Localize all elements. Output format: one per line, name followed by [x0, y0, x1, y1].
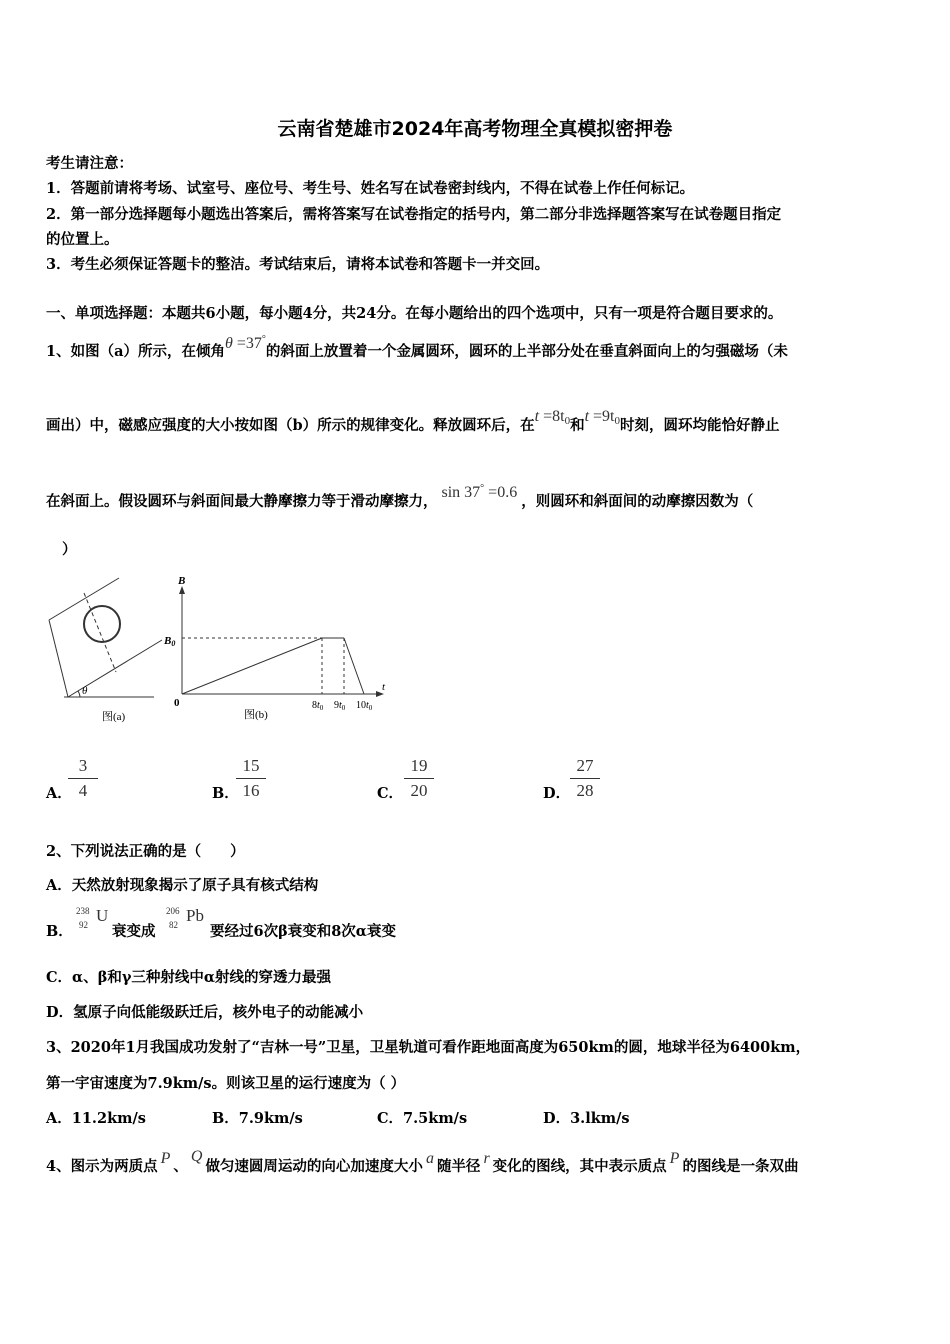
denominator: 16 — [242, 781, 260, 800]
q1-math-9t0 — [585, 408, 620, 425]
q1-text-3b: ，则圆环和斜面间的动摩擦因数为（ — [521, 493, 754, 510]
q2-b-end: 要经过6次β衰变和8次α衰变 — [210, 923, 396, 940]
tick-t: t — [339, 700, 342, 711]
q1-option-b-fraction — [236, 756, 266, 801]
figure-b — [158, 572, 394, 728]
notice-item-2: 2．第一部分选择题每小题选出答案后，需将答案写在试卷指定的括号内，第二部分非选择题答案写在试卷题目指定 — [46, 206, 782, 223]
tick-sub: 0 — [368, 704, 373, 712]
tick-t: t — [366, 700, 369, 711]
tick-sub: 0 — [319, 704, 324, 712]
mass-number: 206 — [166, 906, 180, 916]
mass-number: 238 — [76, 906, 90, 916]
fraction-bar — [236, 778, 266, 779]
denominator: 20 — [410, 781, 428, 800]
q1-option-c-fraction — [404, 756, 434, 801]
t-symbol: t — [584, 408, 590, 425]
t-value-8: =8t — [539, 408, 565, 425]
element-symbol: Pb — [186, 906, 204, 925]
t0-subscript: 0 — [564, 415, 571, 427]
theta-symbol: θ — [224, 335, 233, 352]
incline-top-edge — [49, 578, 119, 620]
atomic-number: 92 — [79, 920, 88, 930]
q4-text-d: 变化的图线，其中表示质点 — [492, 1158, 667, 1175]
lead-nuclide — [166, 906, 208, 934]
b0-symbol: B — [164, 635, 172, 647]
section-heading: 一、单项选择题：本题共6小题，每小题4分，共24分。在每小题给出的四个选项中，只有一项是符合题目要求的。 — [46, 305, 783, 322]
b0-subscript: 0 — [171, 639, 176, 648]
x-axis-label: t — [382, 681, 386, 693]
fraction-bar — [404, 778, 434, 779]
q4-text-c: 随半径 — [436, 1158, 481, 1175]
sin-value: =0.6 — [484, 484, 518, 501]
q4-var-p: P — [160, 1150, 171, 1167]
t-symbol: t — [534, 408, 540, 425]
q3-option-d: D．3.lkm/s — [543, 1110, 630, 1127]
q1-text-2a: 画出）中，磁感应强度的大小按如图（b）所示的规律变化。释放圆环后，在 — [46, 417, 535, 434]
b-fall-line — [344, 638, 364, 694]
denominator: 4 — [78, 781, 88, 800]
q1-option-a-label: A． — [46, 785, 72, 802]
notice-item-3: 3．考生必须保证答题卡的整洁。考试结束后，请将本试卷和答题卡一并交回。 — [46, 256, 550, 273]
q4-text-a: 4、图示为两质点 — [46, 1158, 158, 1175]
q1-option-a-fraction — [68, 756, 98, 801]
tick-coef: 8 — [312, 700, 317, 711]
q4-var-a: a — [425, 1150, 434, 1167]
figure-a — [44, 572, 174, 728]
tick-8t0 — [312, 700, 324, 712]
q2-option-c: C．α、β和γ三种射线中α射线的穿透力最强 — [46, 969, 332, 986]
origin-label: 0 — [174, 697, 180, 709]
q2-stem: 2、下列说法正确的是（ ） — [46, 843, 245, 860]
t-value-9: =9t — [589, 408, 615, 425]
y-axis-arrow — [179, 586, 185, 594]
tick-sub: 0 — [341, 704, 346, 712]
q1-line-4: ） — [62, 541, 77, 558]
y-axis-label: B — [178, 575, 186, 587]
q1-line-1 — [46, 334, 788, 361]
t0-subscript: 0 — [614, 415, 620, 427]
field-boundary-dashed — [84, 593, 116, 672]
q1-text-1b: 的斜面上放置着一个金属圆环，圆环的上半部分处在垂直斜面向上的匀强磁场（未 — [265, 343, 788, 360]
q1-math-theta: θ =37° — [224, 334, 266, 352]
q1-option-d-fraction — [570, 756, 600, 801]
atomic-number: 82 — [169, 920, 178, 930]
fraction-bar — [68, 778, 98, 779]
q3-line-2: 第一宇宙速度为7.9km/s。则该卫星的运行速度为（ ） — [46, 1075, 406, 1092]
uranium-nuclide — [76, 906, 110, 934]
b-rise-line — [182, 638, 322, 694]
numerator: 15 — [242, 756, 260, 775]
q1-math-8t0 — [535, 408, 570, 425]
figure-a-caption: 图(a) — [102, 711, 126, 723]
element-symbol: U — [96, 906, 109, 925]
tick-10t0 — [356, 700, 373, 712]
q1-line-2 — [46, 408, 780, 436]
tick-coef: 10 — [356, 700, 366, 711]
q3-option-b: B．7.9km/s — [212, 1110, 303, 1127]
q1-option-c-label: C． — [377, 785, 404, 802]
q1-text-1a: 1、如图（a）所示，在倾角 — [46, 343, 225, 360]
q1-text-2b: 时刻，圆环均能恰好静止 — [619, 417, 780, 434]
numerator: 19 — [410, 756, 428, 775]
q1-math-sin: sin 37° =0.6 — [441, 483, 518, 501]
page-title: 云南省楚雄市2024年高考物理全真模拟密押卷 — [277, 118, 673, 140]
q4-text-e: 的图线是一条双曲 — [682, 1158, 799, 1175]
q4-line-1 — [46, 1148, 799, 1176]
sin-expr: sin 37 — [441, 484, 481, 501]
tick-t: t — [317, 700, 320, 711]
q4-var-r: r — [483, 1150, 490, 1167]
fraction-bar — [570, 778, 600, 779]
q1-option-b-label: B． — [212, 785, 239, 802]
metal-ring — [84, 606, 120, 642]
tick-coef: 9 — [334, 700, 339, 711]
incline-left-edge — [49, 620, 68, 697]
theta-value: =37 — [232, 335, 262, 352]
theta-label: θ — [82, 685, 88, 697]
q2-option-b-label: B． — [46, 923, 73, 940]
numerator: 27 — [576, 756, 594, 775]
figure-b-caption: 图(b) — [244, 709, 268, 721]
angle-arc — [78, 691, 80, 697]
q3-option-a: A．11.2km/s — [46, 1110, 146, 1127]
q4-sep: 、 — [173, 1158, 188, 1175]
q3-option-c: C．7.5km/s — [377, 1110, 468, 1127]
tick-9t0 — [334, 700, 346, 712]
q1-line-3 — [46, 483, 754, 511]
q2-option-a: A．天然放射现象揭示了原子具有核式结构 — [46, 877, 319, 894]
q1-and: 和 — [570, 417, 585, 434]
notice-heading: 考生请注意： — [46, 155, 133, 172]
q4-var-q: Q — [190, 1148, 203, 1165]
b0-label — [163, 635, 175, 648]
q2-b-mid: 衰变成 — [112, 923, 156, 940]
q3-line-1: 3、2020年1月我国成功发射了“吉林一号”卫星，卫星轨道可看作距地面高度为650km的圆，地球半径为6400km， — [46, 1039, 811, 1056]
notice-item-1: 1．答题前请将考场、试室号、座位号、考生号、姓名写在试卷密封线内，不得在试卷上作任何标记。 — [46, 180, 695, 197]
q2-option-d: D．氢原子向低能级跃迁后，核外电子的动能减小 — [46, 1004, 364, 1021]
notice-item-2-cont: 的位置上。 — [46, 231, 119, 248]
numerator: 3 — [78, 756, 88, 775]
q1-option-d-label: D． — [543, 785, 571, 802]
denominator: 28 — [576, 781, 594, 800]
q4-text-b: 做匀速圆周运动的向心加速度大小 — [205, 1158, 423, 1175]
q4-var-p2: P — [669, 1150, 680, 1167]
q1-text-3a: 在斜面上。假设圆环与斜面间最大静摩擦力等于滑动摩擦力， — [46, 493, 438, 510]
